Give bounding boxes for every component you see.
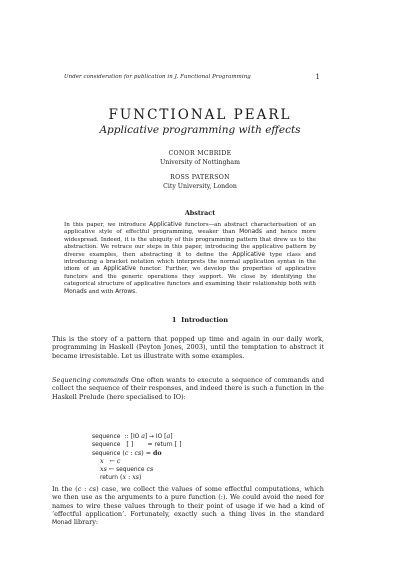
code-token: [IO bbox=[130, 434, 142, 440]
paragraph-text: In the ( bbox=[52, 485, 78, 493]
code-line bbox=[92, 450, 182, 458]
abstract-term: Monads bbox=[64, 288, 87, 295]
section-title: Introduction bbox=[181, 316, 229, 324]
code-token: xs bbox=[132, 474, 139, 482]
paper-title: FUNCTIONAL PEARL bbox=[108, 107, 292, 123]
code-token bbox=[92, 474, 100, 481]
abstract-text: type class and introducing a bracket notation which interprets the normal application syntax in the idiom of an bbox=[64, 251, 316, 273]
author-name: CONOR MCBRIDE bbox=[168, 150, 232, 157]
code-term: Monad bbox=[52, 520, 72, 527]
code-token: sequence bbox=[92, 434, 121, 440]
abstract-body bbox=[64, 222, 316, 296]
code-token: sequence bbox=[92, 450, 121, 457]
code-line bbox=[92, 474, 182, 482]
code-token: ( bbox=[120, 449, 125, 457]
abstract-term: Applicative bbox=[149, 222, 182, 228]
code-line bbox=[92, 441, 182, 449]
paragraph-text: One often wants to execute a sequence of commands and collect the sequence of their responses, and indeed there is such a function in the Haskell Prelude (here specialised to IO): bbox=[52, 376, 324, 401]
abstract-term: Arrows bbox=[115, 288, 136, 295]
code-token: ← bbox=[103, 457, 117, 465]
abstract-heading: Abstract bbox=[184, 209, 216, 217]
code-token: : bbox=[128, 449, 135, 457]
code-token: c bbox=[124, 449, 129, 457]
code-token: : bbox=[126, 474, 133, 482]
abstract-text: and hence more widespread. Indeed, it is the ubiquity of this programming pattern that drew us to the abstraction. We retrace our steps in this paper, introducing the applicative pattern by diverse examples, then abstracting it to define the bbox=[64, 229, 316, 258]
code-token: return bbox=[100, 475, 119, 482]
code-var: cs bbox=[89, 485, 97, 493]
paragraph-text: This is the story of a pattern that popped up time and again in our daily work, programming in Haskell (Peyton Jones, 2003), until the temptation to abstract it became irresistable. Let us illustrate with some examples. bbox=[52, 335, 324, 360]
author-affiliation: City University, London bbox=[163, 182, 237, 190]
code-token: cs bbox=[146, 466, 154, 473]
running-head bbox=[64, 74, 320, 80]
code-token: ) bbox=[138, 474, 142, 482]
author-name: ROSS PATERSON bbox=[170, 174, 230, 181]
code-token: sequence bbox=[92, 442, 121, 449]
code-line bbox=[92, 433, 182, 441]
running-head-text: Under consideration for publication in J. Functional Programming bbox=[64, 74, 251, 80]
code-token: [ ] bbox=[172, 441, 182, 449]
intro-paragraph-1 bbox=[52, 335, 324, 360]
abstract-text: In this paper, we introduce bbox=[64, 222, 150, 228]
abstract-term: Applicative bbox=[232, 251, 266, 258]
code-token: a bbox=[141, 433, 145, 440]
code-var: c bbox=[77, 485, 82, 493]
section-heading bbox=[0, 316, 400, 324]
code-token: cs bbox=[134, 449, 142, 457]
paragraph-text: library: bbox=[71, 518, 99, 527]
code-token: :: bbox=[120, 433, 131, 440]
code-token bbox=[92, 458, 100, 465]
author-block-2 bbox=[0, 174, 400, 191]
code-token: return bbox=[154, 442, 173, 449]
section-number: 1 bbox=[171, 316, 177, 324]
code-token: ) = bbox=[141, 449, 154, 457]
code-token: do bbox=[153, 449, 162, 457]
code-token: x bbox=[100, 457, 104, 465]
code-token: ] → IO [ bbox=[144, 434, 167, 440]
author-affiliation: University of Nottingham bbox=[160, 158, 240, 166]
paragraph-text: ) case, we collect the values of some effectful computations, which we then use as the arguments to a pure function (:). We could avoid the need for names to wire these values through to their point of usage if we had a kind of ‘effectful application’. Fortunately, exactly such a thing lives in the standard bbox=[52, 485, 324, 518]
code-token: ( bbox=[118, 474, 123, 482]
page-number: 1 bbox=[315, 73, 320, 81]
intro-paragraph-3 bbox=[52, 485, 324, 527]
abstract-text: functor. Further, we develop the properties of applicative functors and the generic operations they support. We close by identifying the categorical structure of applicative functors and examining their relationship both with bbox=[64, 266, 316, 288]
code-token: x bbox=[122, 474, 127, 482]
code-token: a bbox=[166, 433, 171, 440]
code-block bbox=[92, 433, 182, 483]
code-token: sequence bbox=[116, 467, 145, 473]
code-token: xs bbox=[100, 466, 107, 473]
code-token: c bbox=[116, 457, 121, 465]
abstract-term: Applicative bbox=[103, 266, 137, 273]
code-token bbox=[92, 466, 100, 473]
code-line bbox=[92, 466, 182, 474]
author-block-1 bbox=[0, 150, 400, 167]
abstract-text: and with bbox=[86, 288, 116, 295]
code-token: ] bbox=[170, 434, 173, 440]
paragraph-label: Sequencing commands bbox=[52, 376, 129, 384]
abstract-text: functors—an abstract characterisation of an applicative style of effectful programming, weaker than bbox=[64, 222, 316, 236]
abstract-text: . bbox=[135, 288, 138, 295]
intro-paragraph-2 bbox=[52, 376, 324, 401]
paragraph-text: : bbox=[81, 485, 90, 493]
code-line bbox=[92, 458, 182, 466]
code-token: ← bbox=[106, 466, 117, 473]
code-token: [ ] = bbox=[120, 441, 155, 449]
paper-subtitle: Applicative programming with effects bbox=[99, 124, 301, 136]
abstract-term: Monads bbox=[239, 229, 262, 236]
